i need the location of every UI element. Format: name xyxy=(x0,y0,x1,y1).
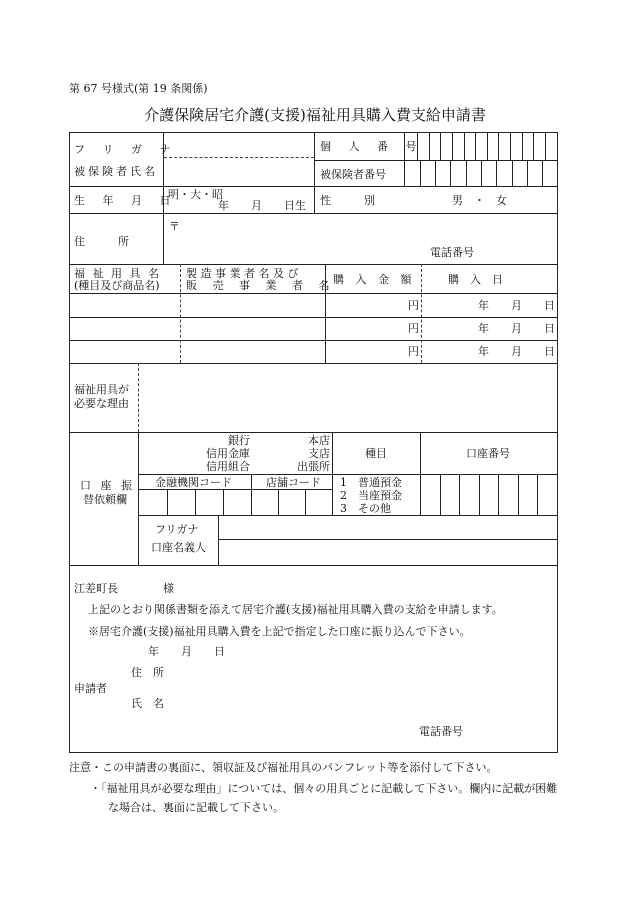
branch-code-field[interactable] xyxy=(252,490,331,514)
form-number: 第 67 号様式(第 19 条関係) xyxy=(69,82,208,95)
address-field[interactable] xyxy=(182,216,552,240)
account-number-label: 口座番号 xyxy=(466,447,510,460)
address-label: 住 所 xyxy=(74,235,129,248)
branch-code-label: 店舗コード xyxy=(266,476,321,489)
equipment-row-1-amount[interactable] xyxy=(327,295,405,316)
equipment-row-2-date[interactable]: 年 月 日 xyxy=(478,322,555,335)
reason-label-line2: 必要な理由 xyxy=(74,397,129,410)
account-number-field[interactable] xyxy=(421,475,556,514)
col-item-line2: (種目及び商品名) xyxy=(74,279,160,292)
holder-name-field[interactable] xyxy=(220,541,556,564)
note-2-line1: ・「福祉用具が必要な理由」については、個々の用具ごとに記載して下さい。欄内に記載が困難 xyxy=(90,782,558,795)
page-title: 介護保険居宅介護(支援)福祉用具購入費支給申請書 xyxy=(144,106,486,124)
col-purchase-date: 購 入 日 xyxy=(448,273,503,286)
equipment-row-2-maker[interactable] xyxy=(182,319,324,339)
col-item-line1: 福 祉 用 具 名 xyxy=(74,267,161,280)
reason-field[interactable] xyxy=(141,366,555,430)
applicant-name-field[interactable] xyxy=(175,693,545,713)
equipment-row-1-date[interactable]: 年 月 日 xyxy=(478,299,555,312)
branch-type-branch[interactable]: 支店 xyxy=(308,447,330,460)
institution-type-shinkin[interactable]: 信用金庫 xyxy=(206,447,250,460)
personal-number-field[interactable] xyxy=(405,133,556,159)
applicant-name-label: 氏 名 xyxy=(131,697,164,710)
equipment-row-1-maker[interactable] xyxy=(182,295,324,316)
institution-type-bank[interactable]: 銀行 xyxy=(228,434,250,447)
equipment-row-3-amount[interactable] xyxy=(327,342,405,362)
applicant-phone-label: 電話番号 xyxy=(419,725,463,738)
applicant-address-label: 住 所 xyxy=(131,666,164,679)
account-type-option-2[interactable]: 2 当座預金 xyxy=(340,489,402,502)
institution-code-label: 金融機関コード xyxy=(155,476,232,489)
applicant-label: 申請者 xyxy=(74,682,107,695)
birthdate-label: 生 年 月 日 xyxy=(74,194,178,207)
note-2-line2: な場合は、裏面に記載して下さい。 xyxy=(108,801,284,814)
sex-options[interactable]: 男 ・ 女 xyxy=(452,194,507,207)
insured-name-label: 被保険者氏名 xyxy=(74,165,158,178)
addressee: 江差町長 xyxy=(74,582,118,595)
equipment-row-3-item[interactable] xyxy=(71,342,179,362)
col-maker-line1: 製 造 事 業 者 名 及 び xyxy=(186,267,299,280)
postal-mark: 〒 xyxy=(169,220,180,233)
insured-name-field[interactable] xyxy=(165,159,312,185)
holder-furigana-field[interactable] xyxy=(220,517,556,538)
sex-label: 性 別 xyxy=(320,194,375,207)
bank-section-label-line2: 替依頼欄 xyxy=(83,493,127,506)
equipment-row-1-item[interactable] xyxy=(71,295,179,316)
declaration-line1: 上記のとおり関係書類を添えて居宅介護(支援)福祉用具購入費の支給を申請します。 xyxy=(88,603,503,616)
declaration-line2: ※居宅介護(支援)福祉用具購入費を上記で指定した口座に振り込んで下さい。 xyxy=(88,625,471,638)
col-maker-line2: 販 売 事 業 者 名 xyxy=(186,279,336,292)
account-type-label: 種目 xyxy=(365,447,387,460)
holder-furigana-label: フリガナ xyxy=(155,523,199,536)
birthdate-format[interactable]: 年 月 日生 xyxy=(218,199,306,212)
equipment-row-3-maker[interactable] xyxy=(182,342,324,362)
yen-unit: 円 xyxy=(408,345,419,358)
account-type-option-3[interactable]: 3 その他 xyxy=(340,502,391,515)
equipment-row-3-date[interactable]: 年 月 日 xyxy=(478,345,555,358)
holder-name-label: 口座名義人 xyxy=(151,541,206,554)
furigana-label: フ リ ガ ナ xyxy=(74,143,178,156)
bank-section-label-line1: 口 座 振 xyxy=(80,479,135,492)
note-1: 注意・この申請書の裏面に、領収証及び福祉用具のパンフレット等を添付して下さい。 xyxy=(69,761,498,774)
phone-label: 電話番号 xyxy=(430,246,474,259)
insured-number-field[interactable] xyxy=(405,161,556,185)
branch-type-office[interactable]: 出張所 xyxy=(297,460,330,473)
era-options[interactable]: 明・大・昭 xyxy=(168,188,223,201)
col-amount: 購 入 金 額 xyxy=(333,273,416,286)
account-type-option-1[interactable]: 1 普通預金 xyxy=(340,476,402,489)
personal-number-label: 個 人 番 号 xyxy=(320,140,424,153)
reason-label-line1: 福祉用具が xyxy=(74,383,129,396)
equipment-row-2-amount[interactable] xyxy=(327,319,405,339)
equipment-row-2-item[interactable] xyxy=(71,319,179,339)
yen-unit: 円 xyxy=(408,299,419,312)
furigana-field[interactable] xyxy=(165,134,312,156)
institution-type-credit-union[interactable]: 信用組合 xyxy=(206,460,250,473)
insured-number-label: 被保険者番号 xyxy=(320,168,386,181)
applicant-address-field[interactable] xyxy=(175,662,545,682)
honorific: 様 xyxy=(163,582,174,595)
declaration-date[interactable]: 年 月 日 xyxy=(148,645,225,658)
institution-code-field[interactable] xyxy=(139,490,250,514)
yen-unit: 円 xyxy=(408,322,419,335)
branch-type-head[interactable]: 本店 xyxy=(308,434,330,447)
